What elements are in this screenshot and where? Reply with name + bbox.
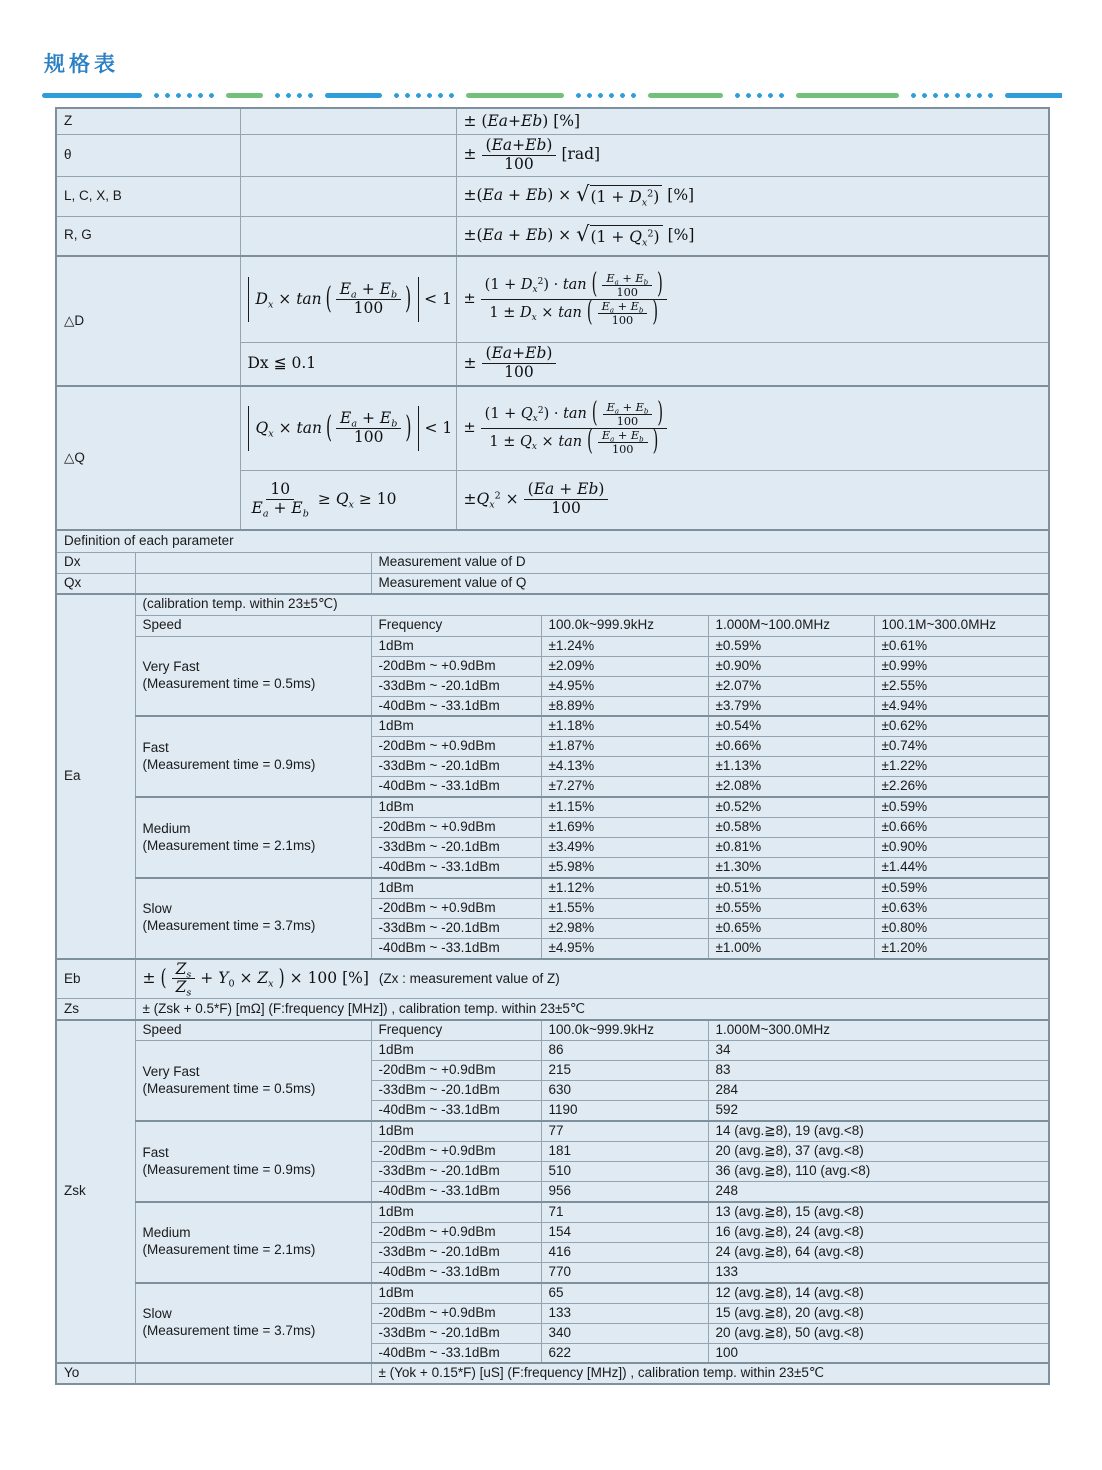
ea-header-speed: Speed — [135, 615, 371, 636]
fraction: $E_a + E_b$ 100 — [602, 272, 652, 299]
param-delta-d: △D — [56, 256, 240, 386]
value-cell: ±0.99% — [874, 656, 1049, 676]
param-theta: θ — [56, 134, 240, 176]
value-cell: ±1.00% — [708, 938, 874, 958]
value-cell: 36 (avg.≧8), 110 (avg.<8) — [708, 1162, 1049, 1182]
value-cell: ±4.95% — [541, 676, 708, 696]
section-label-yo: Yo — [56, 1363, 135, 1384]
zsk-speed-fast: Fast (Measurement time = 0.9ms) — [135, 1121, 371, 1202]
table-row — [56, 1283, 1049, 1303]
row-zsk-headers — [56, 1020, 1049, 1041]
level-cell: -33dBm ~ -20.1dBm — [371, 1242, 541, 1262]
level-cell: -40dBm ~ -33.1dBm — [371, 777, 541, 797]
value-cell: 86 — [541, 1041, 708, 1061]
level-cell: 1dBm — [371, 636, 541, 656]
spacer-cell — [240, 108, 456, 134]
value-cell: ±1.22% — [874, 757, 1049, 777]
value-cell: ±1.12% — [541, 878, 708, 898]
value-cell: 284 — [708, 1081, 1049, 1101]
formula-delta-q-2: $\pm Q_x^2$ × $\frac{(Ea + Eb)}{100}$ — [456, 470, 1049, 530]
value-cell: ±0.61% — [874, 636, 1049, 656]
condition-delta-d-2: Dx ≦ 0.1 — [240, 342, 456, 386]
spacer-cell — [135, 573, 371, 594]
decorative-separator — [42, 92, 1062, 98]
row-definition-header — [56, 530, 1049, 552]
fraction: $\frac{(Ea+Eb)}{100}$ — [482, 137, 557, 174]
value-cell: ±0.55% — [708, 898, 874, 918]
value-cell: ±5.98% — [541, 858, 708, 878]
table-row — [56, 1202, 1049, 1222]
row-zs — [56, 999, 1049, 1020]
separator-line-segment — [325, 93, 382, 98]
value-cell: 181 — [541, 1142, 708, 1162]
value-cell: ±4.95% — [541, 938, 708, 958]
value-cell: ±0.90% — [874, 838, 1049, 858]
value-cell: 1190 — [541, 1101, 708, 1121]
level-cell: -20dBm ~ +0.9dBm — [371, 818, 541, 838]
fraction: $\frac{10}{E_a + E_b}$ — [251, 480, 309, 520]
value-cell: ±1.55% — [541, 898, 708, 918]
eb-note: (Zx : measurement value of Z) — [378, 970, 560, 986]
value-cell: ±2.07% — [708, 676, 874, 696]
absolute-value: $Q_x \times \tan$ ( $E_a + E_b$ 100 ) — [248, 406, 420, 451]
row-qx — [56, 573, 1049, 594]
level-cell: -33dBm ~ -20.1dBm — [371, 676, 541, 696]
row-rg — [56, 216, 1049, 256]
level-cell: 1dBm — [371, 716, 541, 736]
formula-yo: ± (Yok + 0.15*F) [uS] (F:frequency [MHz]) , calibration temp. within 23±5℃ — [371, 1363, 1049, 1384]
value-cell: ±0.51% — [708, 878, 874, 898]
value-qx: Measurement value of Q — [371, 573, 1049, 594]
param-delta-q: △Q — [56, 386, 240, 530]
formula-zs: ± (Zsk + 0.5*F) [mΩ] (F:frequency [MHz]) , calibration temp. within 23±5℃ — [135, 999, 1049, 1020]
zsk-header-speed: Speed — [135, 1020, 371, 1041]
condition-delta-q-2: $\frac{10}{E_a + E_b}$ ≥ $Q_x \ge 10$ — [240, 470, 456, 530]
param-lcxb: L, C, X, B — [56, 176, 240, 216]
level-cell: -33dBm ~ -20.1dBm — [371, 1081, 541, 1101]
formula-z: ± (Ea+Eb) [%] — [456, 108, 1049, 134]
value-cell: 24 (avg.≧8), 64 (avg.<8) — [708, 1242, 1049, 1262]
value-cell: 16 (avg.≧8), 24 (avg.<8) — [708, 1222, 1049, 1242]
big-fraction: $(1 + Q_x^2) \cdot \tan$ ( $E_a + E_b$ 100 ) $1 \pm Q_x \times \tan$ ( $E_a + E_b$ 100 ) — [481, 401, 667, 456]
separator-dots — [391, 93, 457, 98]
section-label-ea: Ea — [56, 594, 135, 959]
row-eb — [56, 959, 1049, 999]
separator-line-segment — [226, 93, 263, 98]
param-qx: Qx — [56, 573, 135, 594]
value-cell: 215 — [541, 1061, 708, 1081]
ea-header-range-3: 100.1M~300.0MHz — [874, 615, 1049, 636]
table-row — [56, 636, 1049, 656]
formula-eb: ± ( $Z_s$ $Z_s$ + $Y_0 \times Z_x$ ) × 100 [%] (Zx : measurement value of Z) — [135, 959, 1049, 999]
spacer-cell — [135, 552, 371, 573]
spec-table — [55, 107, 1050, 1385]
ea-header-frequency: Frequency — [371, 615, 541, 636]
value-cell: 154 — [541, 1222, 708, 1242]
row-ea-calibration — [56, 594, 1049, 615]
table-row — [56, 1121, 1049, 1141]
value-cell: 416 — [541, 1242, 708, 1262]
formula-delta-d-2: ± $\frac{(Ea+Eb)}{100}$ — [456, 342, 1049, 386]
fraction: $\frac{(Ea + Eb)}{100}$ — [524, 481, 609, 518]
value-cell: ±2.26% — [874, 777, 1049, 797]
value-cell: ±0.81% — [708, 838, 874, 858]
value-cell: ±0.54% — [708, 716, 874, 736]
absolute-value: $D_x \times \tan$ ( $E_a + E_b$ 100 ) — [248, 277, 420, 322]
fraction: $E_a + E_b$ 100 — [336, 281, 401, 318]
formula-lcxb: ±(Ea + Eb) × √ $(1 + D_x^2)$ [%] — [456, 176, 1049, 216]
zsk-header-frequency: Frequency — [371, 1020, 541, 1041]
value-cell: 770 — [541, 1262, 708, 1282]
value-cell: 15 (avg.≧8), 20 (avg.<8) — [708, 1303, 1049, 1323]
value-cell: 20 (avg.≧8), 37 (avg.<8) — [708, 1142, 1049, 1162]
table-row — [56, 1041, 1049, 1061]
separator-dots — [732, 93, 787, 98]
fraction: $Z_s$ $Z_s$ — [172, 961, 196, 998]
value-cell: ±0.74% — [874, 737, 1049, 757]
value-cell: ±3.79% — [708, 696, 874, 716]
spacer-cell — [240, 176, 456, 216]
value-cell: ±0.52% — [708, 797, 874, 817]
level-cell: -33dBm ~ -20.1dBm — [371, 838, 541, 858]
row-delta-q-1 — [56, 386, 1049, 470]
table-row — [56, 716, 1049, 736]
page-title: 规格表 — [44, 52, 119, 76]
separator-line-segment — [1005, 93, 1062, 98]
param-dx: Dx — [56, 552, 135, 573]
value-cell: ±0.59% — [708, 636, 874, 656]
value-cell: ±0.66% — [874, 818, 1049, 838]
value-cell: 14 (avg.≧8), 19 (avg.<8) — [708, 1121, 1049, 1141]
value-cell: 248 — [708, 1182, 1049, 1202]
value-cell: ±4.13% — [541, 757, 708, 777]
value-cell: ±1.20% — [874, 938, 1049, 958]
value-cell: ±0.90% — [708, 656, 874, 676]
value-cell: ±1.18% — [541, 716, 708, 736]
value-cell: 77 — [541, 1121, 708, 1141]
spacer-cell — [135, 1363, 371, 1384]
row-ea-headers — [56, 615, 1049, 636]
level-cell: -20dBm ~ +0.9dBm — [371, 1222, 541, 1242]
formula-delta-d-1: ± $(1 + D_x^2) \cdot \tan$ ( $E_a + E_b$ 100 ) $1 \pm D_x \times \tan$ ( $E_a + E_b$ 100 ) — [456, 256, 1049, 342]
separator-line-segment — [796, 93, 899, 98]
zsk-speed-medium: Medium (Measurement time = 2.1ms) — [135, 1202, 371, 1283]
row-yo — [56, 1363, 1049, 1384]
value-cell: ±0.66% — [708, 737, 874, 757]
row-lcxb — [56, 176, 1049, 216]
section-label-eb: Eb — [56, 959, 135, 999]
zsk-header-range-2: 1.000M~300.0MHz — [708, 1020, 1049, 1041]
level-cell: 1dBm — [371, 1121, 541, 1141]
table-row — [56, 878, 1049, 898]
square-root: √ $(1 + D_x^2)$ — [576, 185, 662, 207]
ea-header-range-1: 100.0k~999.9kHz — [541, 615, 708, 636]
value-cell: ±1.24% — [541, 636, 708, 656]
value-cell: 100 — [708, 1343, 1049, 1363]
row-theta — [56, 134, 1049, 176]
level-cell: -20dBm ~ +0.9dBm — [371, 1303, 541, 1323]
section-label-zs: Zs — [56, 999, 135, 1020]
separator-dots — [151, 93, 217, 98]
value-cell: ±2.98% — [541, 918, 708, 938]
level-cell: 1dBm — [371, 1283, 541, 1303]
level-cell: -40dBm ~ -33.1dBm — [371, 938, 541, 958]
value-cell: ±1.15% — [541, 797, 708, 817]
zsk-header-range-1: 100.0k~999.9kHz — [541, 1020, 708, 1041]
value-cell: 83 — [708, 1061, 1049, 1081]
value-cell: ±1.13% — [708, 757, 874, 777]
radical-sign: √ — [576, 221, 590, 246]
ea-header-range-2: 1.000M~100.0MHz — [708, 615, 874, 636]
zsk-speed-slow: Slow (Measurement time = 3.7ms) — [135, 1283, 371, 1364]
level-cell: -20dBm ~ +0.9dBm — [371, 898, 541, 918]
value-cell: ±7.27% — [541, 777, 708, 797]
value-cell: 622 — [541, 1343, 708, 1363]
fraction: $E_a + E_b$ 100 — [598, 300, 648, 327]
value-cell: ±1.69% — [541, 818, 708, 838]
value-cell: 956 — [541, 1182, 708, 1202]
value-cell: 12 (avg.≧8), 14 (avg.<8) — [708, 1283, 1049, 1303]
value-cell: 592 — [708, 1101, 1049, 1121]
separator-line-segment — [42, 93, 142, 98]
value-cell: ±3.49% — [541, 838, 708, 858]
fraction: $E_a + E_b$ 100 — [336, 410, 401, 447]
level-cell: 1dBm — [371, 878, 541, 898]
table-row — [56, 797, 1049, 817]
level-cell: -33dBm ~ -20.1dBm — [371, 1162, 541, 1182]
spacer-cell — [240, 216, 456, 256]
value-cell: 65 — [541, 1283, 708, 1303]
row-delta-d-1 — [56, 256, 1049, 342]
value-cell: 510 — [541, 1162, 708, 1182]
value-cell: ±1.87% — [541, 737, 708, 757]
level-cell: 1dBm — [371, 1041, 541, 1061]
value-cell: ±0.59% — [874, 797, 1049, 817]
level-cell: -40dBm ~ -33.1dBm — [371, 1262, 541, 1282]
condition-delta-q-1: $Q_x \times \tan$ ( $E_a + E_b$ 100 ) < 1 — [240, 386, 456, 470]
value-cell: ±1.30% — [708, 858, 874, 878]
separator-dots — [573, 93, 639, 98]
level-cell: -20dBm ~ +0.9dBm — [371, 1061, 541, 1081]
level-cell: -33dBm ~ -20.1dBm — [371, 918, 541, 938]
value-cell: 20 (avg.≧8), 50 (avg.<8) — [708, 1323, 1049, 1343]
ea-speed-medium: Medium (Measurement time = 2.1ms) — [135, 797, 371, 878]
formula-rg: ±(Ea + Eb) × √ $(1 + Q_x^2)$ [%] — [456, 216, 1049, 256]
level-cell: -40dBm ~ -33.1dBm — [371, 696, 541, 716]
value-cell: 71 — [541, 1202, 708, 1222]
param-rg: R, G — [56, 216, 240, 256]
param-z: Z — [56, 108, 240, 134]
separator-dots — [272, 93, 316, 98]
level-cell: -20dBm ~ +0.9dBm — [371, 737, 541, 757]
value-cell: ±0.62% — [874, 716, 1049, 736]
radical-sign: √ — [576, 181, 590, 206]
value-cell: ±0.58% — [708, 818, 874, 838]
fraction: $\frac{(Ea+Eb)}{100}$ — [482, 345, 557, 382]
separator-dots — [908, 93, 996, 98]
value-cell: 34 — [708, 1041, 1049, 1061]
formula-theta: ± $\frac{(Ea+Eb)}{100}$ [rad] — [456, 134, 1049, 176]
value-cell: ±0.63% — [874, 898, 1049, 918]
value-cell: ±2.08% — [708, 777, 874, 797]
value-cell: ±8.89% — [541, 696, 708, 716]
level-cell: -40dBm ~ -33.1dBm — [371, 1182, 541, 1202]
level-cell: -40dBm ~ -33.1dBm — [371, 858, 541, 878]
ea-speed-slow: Slow (Measurement time = 3.7ms) — [135, 878, 371, 959]
row-z — [56, 108, 1049, 134]
value-cell: ±0.59% — [874, 878, 1049, 898]
spacer-cell — [240, 134, 456, 176]
level-cell: 1dBm — [371, 797, 541, 817]
value-cell: ±2.09% — [541, 656, 708, 676]
value-cell: 340 — [541, 1323, 708, 1343]
level-cell: 1dBm — [371, 1202, 541, 1222]
level-cell: -40dBm ~ -33.1dBm — [371, 1101, 541, 1121]
section-label-zsk: Zsk — [56, 1020, 135, 1364]
definition-header: Definition of each parameter — [56, 530, 1049, 552]
level-cell: -33dBm ~ -20.1dBm — [371, 1323, 541, 1343]
value-cell: ±4.94% — [874, 696, 1049, 716]
level-cell: -40dBm ~ -33.1dBm — [371, 1343, 541, 1363]
value-cell: 133 — [708, 1262, 1049, 1282]
separator-line-segment — [648, 93, 723, 98]
value-cell: 13 (avg.≧8), 15 (avg.<8) — [708, 1202, 1049, 1222]
value-cell: 630 — [541, 1081, 708, 1101]
value-cell: ±1.44% — [874, 858, 1049, 878]
ea-speed-fast: Fast (Measurement time = 0.9ms) — [135, 716, 371, 797]
value-dx: Measurement value of D — [371, 552, 1049, 573]
value-cell: ±0.80% — [874, 918, 1049, 938]
condition-delta-d-1: $D_x \times \tan$ ( $E_a + E_b$ 100 ) < 1 — [240, 256, 456, 342]
value-cell: ±2.55% — [874, 676, 1049, 696]
fraction: $E_a + E_b$ 100 — [598, 429, 648, 456]
formula-delta-q-1: ± $(1 + Q_x^2) \cdot \tan$ ( $E_a + E_b$ 100 ) $1 \pm Q_x \times \tan$ ( $E_a + E_b$ 100 ) — [456, 386, 1049, 470]
separator-line-segment — [466, 93, 564, 98]
ea-calibration-note: (calibration temp. within 23±5℃) — [135, 594, 1049, 615]
row-dx — [56, 552, 1049, 573]
square-root: √ $(1 + Q_x^2)$ — [576, 225, 662, 247]
value-cell: ±0.65% — [708, 918, 874, 938]
big-fraction: $(1 + D_x^2) \cdot \tan$ ( $E_a + E_b$ 100 ) $1 \pm D_x \times \tan$ ( $E_a + E_b$ 100 ) — [481, 272, 667, 327]
level-cell: -20dBm ~ +0.9dBm — [371, 656, 541, 676]
fraction: $E_a + E_b$ 100 — [603, 401, 653, 428]
level-cell: -20dBm ~ +0.9dBm — [371, 1142, 541, 1162]
value-cell: 133 — [541, 1303, 708, 1323]
ea-speed-very-fast: Very Fast (Measurement time = 0.5ms) — [135, 636, 371, 716]
level-cell: -33dBm ~ -20.1dBm — [371, 757, 541, 777]
zsk-speed-very-fast: Very Fast (Measurement time = 0.5ms) — [135, 1041, 371, 1121]
